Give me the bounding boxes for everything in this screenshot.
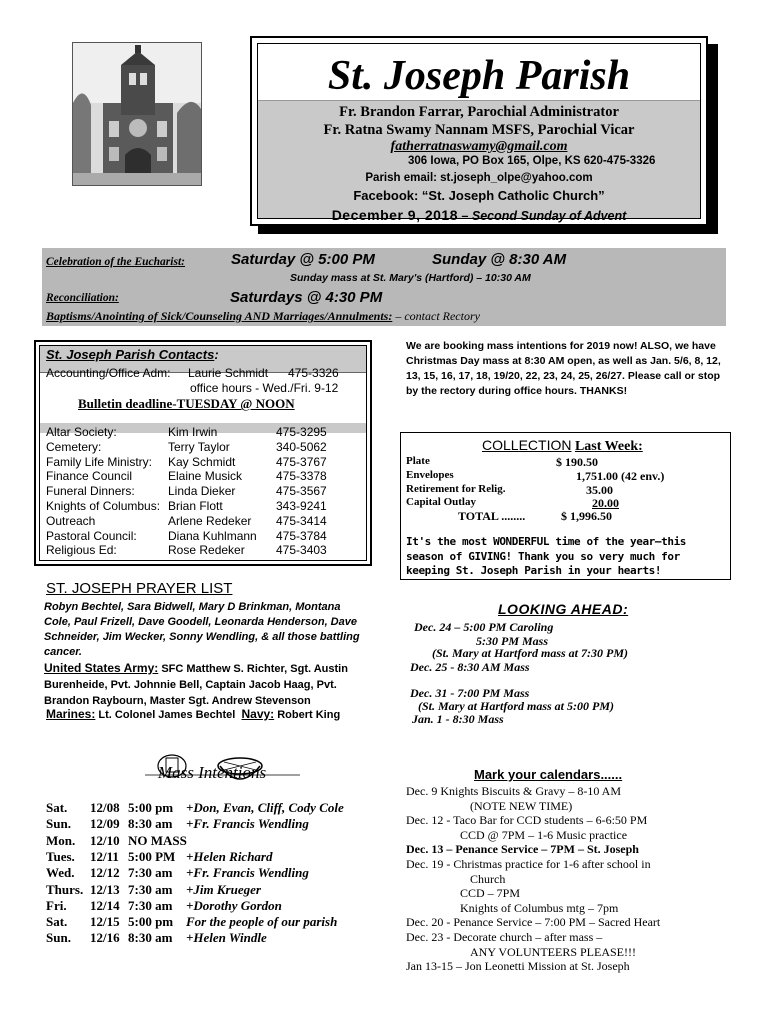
collection-value: 1,751.00 (42 env.) [576,468,665,483]
intention-day: Sat. [46,914,68,930]
calendar-item: ANY VOLUNTEERS PLEASE!!! [470,944,636,959]
office-hours: office hours - Wed./Fri. 9-12 [190,381,339,395]
intention-time: 8:30 am [128,816,173,832]
calendar-item: Dec. 9 Knights Biscuits & Gravy – 8-10 AM [406,784,621,798]
intention-day: Wed. [46,865,75,881]
collection-value: $ 190.50 [556,455,598,469]
prayer-list-title: ST. JOSEPH PRAYER LIST [46,580,233,597]
contact-role: Outreach [46,513,96,528]
contact-role: Pastoral Council: [46,528,137,543]
intention-for: +Dorothy Gordon [186,897,282,913]
intention-time: 5:00 PM [128,848,176,864]
bulletin-date-line [258,207,700,223]
calendar-title: Mark your calendars...... [474,767,623,782]
intention-for: +Helen Richard [186,848,273,864]
contact-name: Kay Schmidt [168,454,236,469]
intention-time: 5:00 pm [128,914,174,930]
collection-label: Plate [406,455,430,467]
calendar-item: Dec. 12 - Taco Bar for CCD students – 6-6:50 PM [406,813,648,828]
saturday-mass-time: Saturday @ 5:00 PM [231,251,375,268]
contact-name: Terry Taylor [168,439,230,454]
facebook-line: Facebook: “St. Joseph Catholic Church” [353,188,605,203]
giving-message: It's the most WONDERFUL time of the year—this season of GIVING! Thank you so very much for keeping St. Joseph Parish in your hearts! [406,535,687,577]
contact-phone: 340-5062 [276,439,327,454]
intention-for: For the people of our parish [186,914,338,930]
intention-for: +Fr. Francis Wendling [186,865,309,881]
intention-date: 12/15 [90,914,120,930]
intention-day: Tues. [46,848,75,864]
looking-ahead-item: Dec. 25 - 8:30 AM Mass [410,660,530,674]
contact-role: Knights of Columbus: [46,499,161,513]
looking-ahead-item: Dec. 24 – 5:00 PM Caroling [414,620,554,634]
header-box [250,36,708,226]
marines-navy-line: Marines: Lt. Colonel James Bechtel Navy: Robert King [46,707,341,721]
intention-day: Fri. [46,897,67,913]
sacraments-label: Baptisms/Anointing of Sick/Counseling AND Marriages/Annulments: [46,309,393,323]
contact-name: Brian Flott [168,499,223,513]
contact-name: Kim Irwin [168,425,218,439]
intention-day: Sun. [46,816,71,832]
contact-phone: 475-3295 [276,425,327,439]
army-list: United States Army: SFC Matthew S. Richter, Sgt. Austin Burenheide, Pvt. Johnnie Bell, Captain Jacob Haag, Pvt. Brandon Raybourn, Master Sgt. Andrew Stevenson [44,661,348,707]
bulletin-date: December 9, 2018 [331,207,458,223]
looking-ahead-item: Jan. 1 - 8:30 Mass [412,712,504,726]
collection-heading: COLLECTION Last Week: [482,437,643,454]
vicar-line: Fr. Ratna Swamy Nannam MSFS, Parochial Vicar [323,122,635,138]
calendar-item: Dec. 20 - Penance Service – 7:00 PM – Sacred Heart [406,915,661,930]
collection-value: 20.00 [592,496,619,511]
bulletin-deadline: Bulletin deadline-TUESDAY @ NOON [78,396,295,411]
intention-day: Sun. [46,930,71,946]
accounting-name: Laurie Schmidt [188,366,269,380]
sacraments-line [46,309,480,324]
looking-ahead-item: (St. Mary at Hartford mass at 7:30 PM) [432,646,629,660]
looking-ahead-item: 5:30 PM Mass [476,634,549,648]
accounting-phone: 475-3326 [288,366,339,380]
contact-role: Altar Society: [46,425,117,439]
liturgical-day: – Second Sunday of Advent [458,209,627,223]
booking-note: We are booking mass intentions for 2019 now! ALSO, we have Christmas Day mass at 8:30 AM open, as well as Jan. 5/6, 8, 12, 13, 15, 16, 17, 18, 19/20, 22, 23, 24, 25, 26/27. Please call or stop by the rectory during office hours. THANKS! [406,340,721,397]
parish-title: St. Joseph Parish [327,53,631,99]
intention-date: 12/08 [90,800,120,815]
collection-total-label: TOTAL ........ [458,509,526,523]
calendar-item: Jan 13-15 – Jon Leonetti Mission at St. Joseph [406,959,630,974]
intention-date: 12/11 [90,848,119,864]
sunday-mass-time: Sunday @ 8:30 AM [432,251,567,268]
intention-day: Thurs. [46,881,84,897]
looking-ahead-item: Dec. 31 - 7:00 PM Mass [410,686,530,700]
intention-day: Mon. [46,832,76,848]
accounting-role: Accounting/Office Adm: [46,366,171,380]
parish-address: 306 Iowa, PO Box 165, Olpe, KS 620-475-3326 [408,155,656,167]
intention-date: 12/09 [90,816,120,832]
contact-name: Rose Redeker [168,543,245,558]
st-marys-mass: Sunday mass at St. Mary's (Hartford) – 10:30 AM [290,272,531,284]
intention-date: 12/10 [90,832,120,848]
contact-role: Family Life Ministry: [46,454,153,469]
contact-role: Cemetery: [46,439,102,454]
contact-phone: 475-3403 [276,543,327,558]
contact-phone: 475-3784 [276,528,327,543]
calendar-item: Church [470,871,506,886]
contact-phone: 475-3767 [276,454,327,469]
collection-value: 35.00 [586,482,613,497]
vicar-email[interactable]: fatherratnaswamy@gmail.com [390,139,568,154]
administrator-line: Fr. Brandon Farrar, Parochial Administrator [339,104,619,120]
collection-total-value: $ 1,996.50 [561,509,612,523]
parish-email: Parish email: st.joseph_olpe@yahoo.com [365,172,593,184]
eucharist-label: Celebration of the Eucharist: [46,256,185,268]
looking-ahead-title: LOOKING AHEAD: [498,601,629,617]
intention-time: 7:30 am [128,865,173,881]
intention-time: 5:00 pm [128,800,174,815]
contact-name: Diana Kuhlmann [168,528,257,543]
intention-time: 8:30 am [128,930,173,946]
prayer-names: Robyn Bechtel, Sara Bidwell, Mary D Brinkman, Montana Cole, Paul Frizell, Dave Goodell, Leonarda Henderson, Dave Schneider, Jim Wecker, Sonny Wendling, & all those battling cancer. [44,601,360,658]
intention-for: +Don, Evan, Cliff, Cody Cole [186,800,344,815]
intention-date: 12/13 [90,881,120,897]
contact-name: Arlene Redeker [168,513,252,528]
intention-day: Sat. [46,800,68,815]
contact-role: Finance Council [46,469,133,484]
church-photo [72,42,202,186]
contact-role: Funeral Dinners: [46,484,135,499]
contact-name: Linda Dieker [168,484,236,499]
contact-phone: 475-3567 [276,484,327,499]
intention-date: 12/14 [90,897,120,913]
mass-intentions-text: Mass Intentions [157,763,267,782]
contact-role: Religious Ed: [46,543,117,558]
mass-intentions-logo [140,752,310,798]
calendar-item: CCD – 7PM [460,886,521,901]
intention-for: +Helen Windle [186,930,267,946]
contact-phone: 475-3378 [276,469,327,484]
calendar-item: Knights of Columbus mtg – 7pm [460,900,619,915]
intention-for: +Fr. Francis Wendling [186,816,309,832]
intention-time: 7:30 am [128,881,173,897]
calendar-item: CCD @ 7PM – 1-6 Music practice [460,827,628,842]
intention-for: +Jim Krueger [186,881,261,897]
contact-name: Elaine Musick [168,469,243,484]
reconciliation-time: Saturdays @ 4:30 PM [230,289,383,306]
looking-ahead-item: (St. Mary at Hartford mass at 5:00 PM) [418,699,615,713]
calendar-item: Dec. 19 - Christmas practice for 1-6 after school in [406,857,651,871]
reconciliation-label: Reconciliation: [46,292,119,304]
collection-label: Retirement for Relig. [406,482,506,495]
contact-rectory: – contact Rectory [392,309,480,323]
intention-time: NO MASS [128,832,187,848]
calendar-item: (NOTE NEW TIME) [470,798,573,813]
contact-phone: 343-9241 [276,499,327,513]
intention-date: 12/16 [90,930,120,946]
collection-label: Envelopes [406,468,454,481]
calendar-item: Dec. 13 – Penance Service – 7PM – St. Joseph [406,842,639,857]
intention-time: 7:30 am [128,897,173,913]
contacts-title: St. Joseph Parish Contacts: [46,347,219,362]
collection-label: Capital Outlay [406,496,476,509]
calendar-item: Dec. 23 - Decorate church – after mass – [406,930,603,944]
contact-phone: 475-3414 [276,513,327,528]
intention-date: 12/12 [90,865,120,881]
